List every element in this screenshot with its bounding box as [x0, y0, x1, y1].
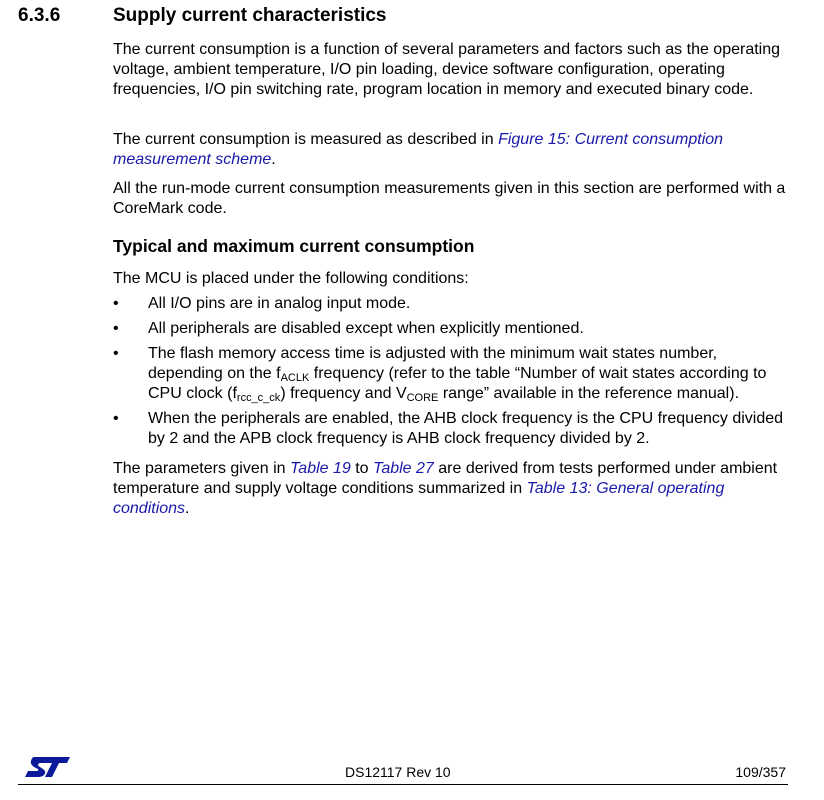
paragraph-measurement-end: .	[271, 151, 276, 168]
bullet-icon: •	[113, 410, 119, 427]
paragraph-measurement-text: The current consumption is measured as described in	[113, 131, 499, 148]
list-item	[113, 319, 793, 339]
list-item-text: All I/O pins are in analog input mode.	[148, 295, 411, 312]
paragraph-intro: The current consumption is a function of several parameters and factors such as the operating voltage, ambient temperature, I/O pin loading, device software configuration, operating frequencies, I/O pin switching rate, program location in memory and executed binary code.	[113, 41, 781, 98]
st-logo-icon	[24, 755, 72, 784]
footer-doc-id: DS12117 Rev 10	[345, 764, 451, 780]
wait-states-text-4: range” available in the reference manual).	[438, 385, 740, 402]
table-27-link[interactable]: Table 27	[373, 460, 434, 477]
subsection-title: Typical and maximum current consumption	[113, 236, 475, 256]
footer-divider	[18, 784, 788, 785]
bullet-icon: •	[113, 345, 119, 362]
table-19-link[interactable]: Table 19	[289, 460, 351, 477]
wait-states-text-3: ) frequency and V	[280, 385, 407, 402]
list-item-text: All peripherals are disabled except when explicitly mentioned.	[148, 320, 584, 337]
parameters-text-3: are derived from tests performed under ambient temperature and supply voltage conditions summarized in	[113, 460, 778, 497]
list-item	[113, 409, 793, 449]
wait-states-text-2: frequency (refer to the table “Number of wait states according to CPU clock (f	[148, 365, 767, 402]
parameters-text: The parameters given in	[113, 460, 290, 477]
paragraph-coremark: All the run-mode current consumption measurements given in this section are performed with a CoreMark code.	[113, 180, 786, 217]
section-number: 6.3.6	[18, 5, 61, 26]
paragraph-measurement	[113, 130, 793, 170]
conditions-intro: The MCU is placed under the following conditions:	[113, 270, 469, 287]
rcc-subscript: rcc_c_ck	[236, 392, 281, 404]
figure-15-link[interactable]: Figure 15: Current consumption measurement scheme	[113, 131, 724, 168]
bullet-icon: •	[113, 295, 119, 312]
list-item	[113, 294, 793, 314]
table-13-link[interactable]: Table 13: General operating conditions	[113, 480, 725, 517]
section-title: Supply current characteristics	[113, 5, 387, 26]
bullet-icon: •	[113, 320, 119, 337]
list-item-text: When the peripherals are enabled, the AHB clock frequency is the CPU frequency divided by 2 and the APB clock frequency is AHB clock frequency divided by 2.	[148, 410, 784, 447]
parameters-text-2: to	[350, 460, 374, 477]
list-item	[113, 344, 793, 404]
footer-page-number: 109/357	[735, 764, 786, 780]
wait-states-text: The flash memory access time is adjusted with the minimum wait states number, depending on the f	[148, 345, 718, 382]
parameters-text-end: .	[185, 500, 190, 517]
list-item-text	[148, 344, 793, 404]
aclk-subscript: ACLK	[280, 372, 310, 384]
paragraph-parameters	[113, 459, 793, 519]
core-subscript: CORE	[406, 392, 439, 404]
